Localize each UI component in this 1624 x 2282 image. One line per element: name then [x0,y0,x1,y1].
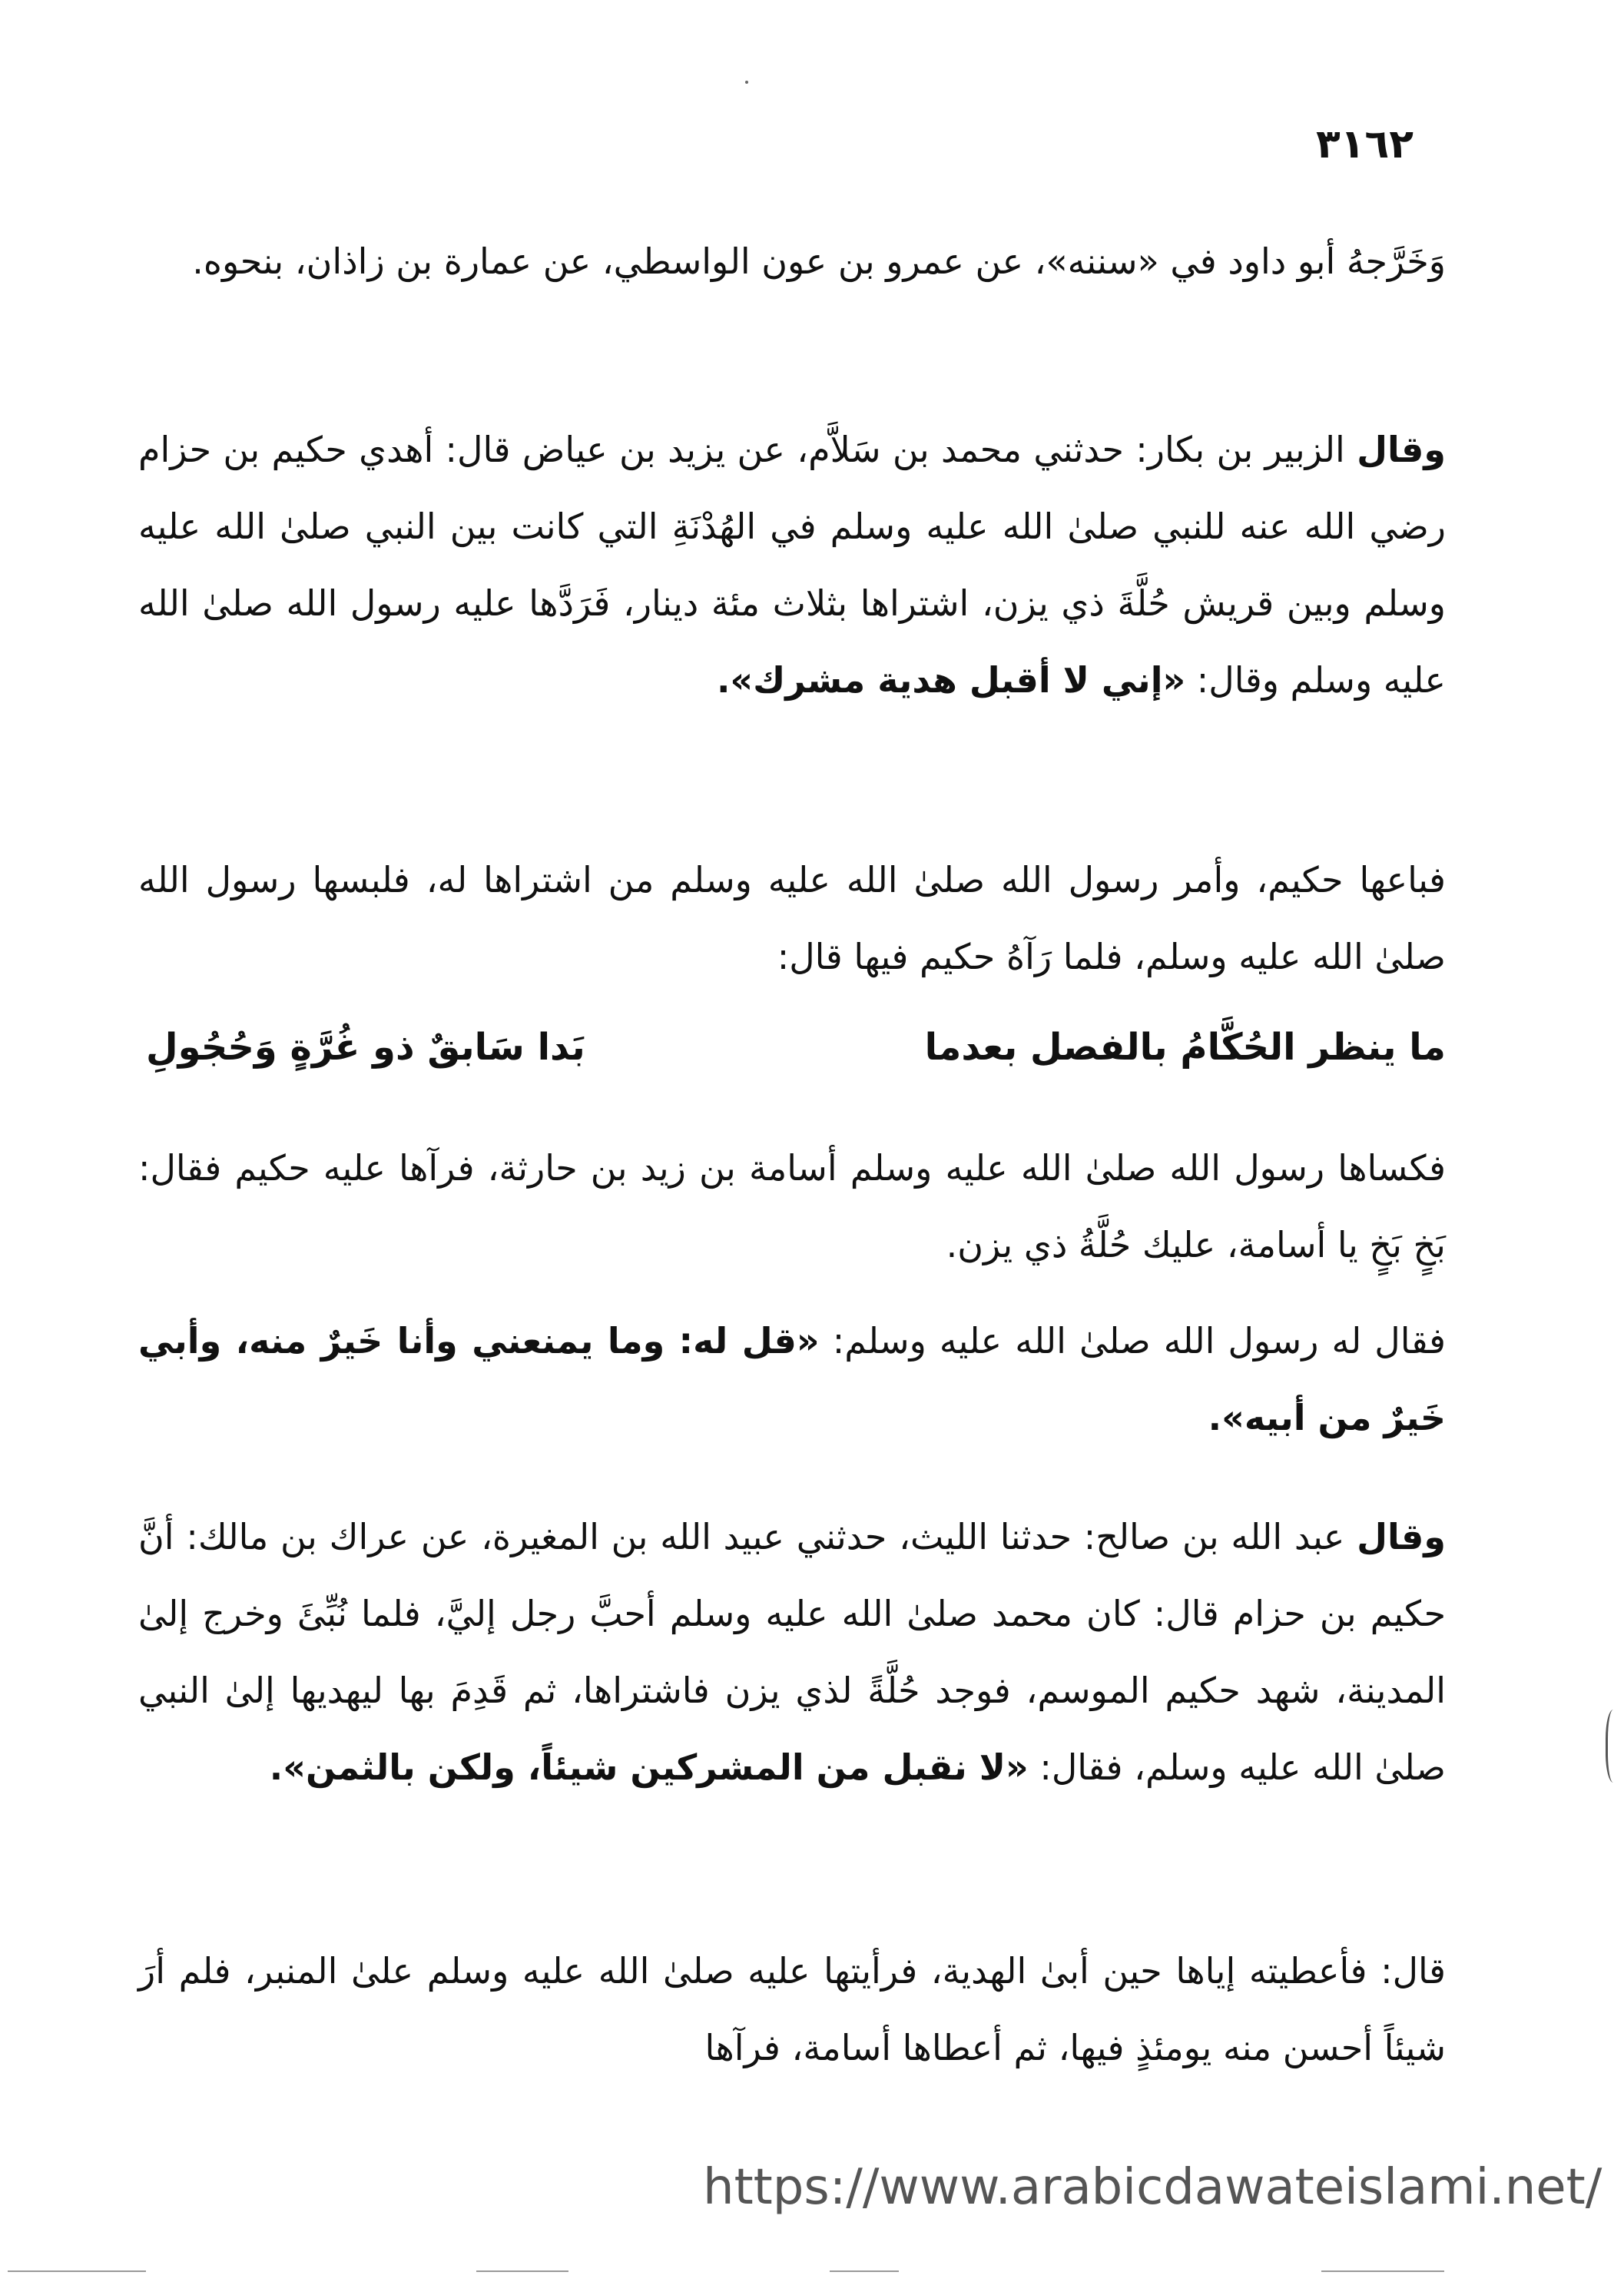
paragraph-7-text: قال: فأعطيته إياها حين أبىٰ الهدية، فرأيتها عليه صلىٰ الله عليه وسلم علىٰ المنبر، فلم أرَ شيئاً أحسن منه يومئذٍ فيها، ثم أعطاها أسامة، فرآها [138,1950,1446,2068]
paragraph-7 [138,1932,1446,2086]
paragraph-2-quote: «إني لا أقبل هدية مشرك». [716,659,1186,701]
poem-first-hemistich: ما ينظر الحُكَّامُ بالفصل بعدما [924,1026,1446,1069]
scan-dot [745,81,748,84]
paragraph-5-body: فقال له رسول الله صلىٰ الله عليه وسلم: [819,1320,1446,1362]
bottom-rule [1321,2270,1444,2272]
paragraph-2-lead: وقال [1357,429,1446,470]
paragraph-6-quote: «لا نقبل من المشركين شيئاً، ولكن بالثمن». [269,1746,1029,1788]
bottom-rule [830,2270,899,2272]
bottom-rules [0,2270,1624,2274]
paragraph-6-lead: وقال [1357,1516,1446,1557]
paragraph-6 [138,1498,1446,1806]
paragraph-6-text [138,1498,1446,1806]
paragraph-6-body: عبد الله بن صالح: حدثنا الليث، حدثني عبيد الله بن المغيرة، عن عراك بن مالك: أنَّ حكيم بن حزام قال: كان محمد صلىٰ الله عليه وسلم أحبَّ رجل إليَّ، فلما نُبِّئَ وخرج إلىٰ المدينة، شهد حكيم الموسم، فوجد حُلَّةً لذي يزن فاشتراها، ثم قَدِمَ بها ليهديها إلىٰ النبي صلىٰ الله عليه وسلم، فقال: [138,1516,1446,1788]
paragraph-1-text: وَخَرَّجهُ أبو داود في «سننه»، عن عمرو بن عون الواسطي، عن عمارة بن زاذان، بنحوه. [192,240,1446,282]
watermark-url: https://www.arabicdawateislami.net/ [703,2159,1602,2216]
paragraph-5 [138,1302,1446,1456]
paragraph-1 [138,223,1446,300]
page-number: ٣١٦٢ [1316,121,1414,168]
bottom-rule [8,2270,146,2272]
paragraph-2-body: الزبير بن بكار: حدثني محمد بن سَلاَّم، عن يزيد بن عياض قال: أهدي حكيم بن حزام رضي الله عنه للنبي صلىٰ الله عليه وسلم في الهُدْنَةِ التي كانت بين النبي صلىٰ الله عليه وسلم وبين قريش حُلَّةَ ذي يزن، اشتراها بثلاث مئة دينار، فَرَدَّها عليه رسول الله صلىٰ الله عليه وسلم وقال: [138,429,1446,701]
poem-verse [146,1026,1446,1095]
paragraph-5-quote: «قل له: وما يمنعني وأنا خَيرٌ منه، وأبي خَيرٌ من أبيه». [138,1320,1446,1438]
paragraph-2 [138,411,1446,718]
paragraph-3 [138,841,1446,995]
scan-edge-mark [1606,1710,1624,1783]
poem-second-hemistich: بَدا سَابقٌ ذو غُرَّةٍ وَحُجُولِ [146,1026,585,1069]
paragraph-4-text: فكساها رسول الله صلىٰ الله عليه وسلم أسامة بن زيد بن حارثة، فرآها عليه حكيم فقال: بَخٍ بَخٍ يا أسامة، عليك حُلَّةُ ذي يزن. [138,1147,1446,1265]
bottom-rule [476,2270,568,2272]
paragraph-2-text [138,411,1446,718]
paragraph-3-text: فباعها حكيم، وأمر رسول الله صلىٰ الله عليه وسلم من اشتراها له، فلبسها رسول الله صلىٰ الله عليه وسلم، فلما رَآهُ حكيم فيها قال: [138,859,1446,977]
paragraph-4 [138,1129,1446,1283]
paragraph-5-text [138,1302,1446,1456]
